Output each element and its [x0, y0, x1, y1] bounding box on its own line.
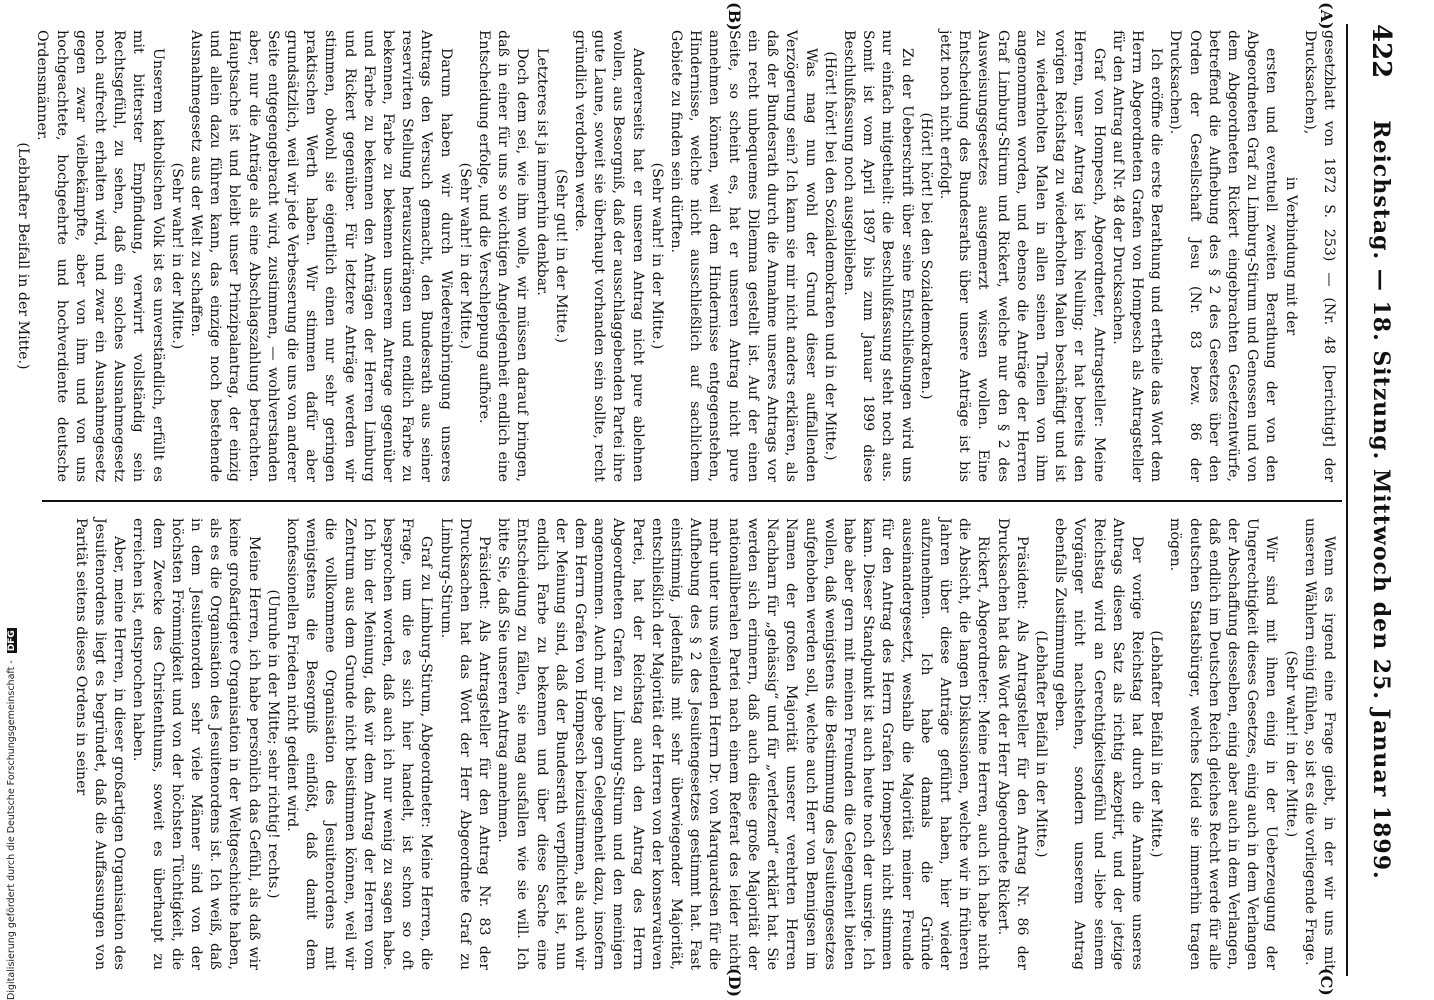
digitization-credit: [6, 628, 17, 1000]
page-number: 422: [1366, 24, 1396, 79]
paragraph: Wir sind mit ihnen einig in der Ueberzeugung der Ungerechtigkeit dieses Gesetzes, einig auch in dem Verlangen der Abschaffung desselben, einig aber auch in dem Verlangen, daß endlich im Deutschen Reich gleiches Recht werde für alle deutschen Staatsbürger, welches Kleid sie immerhin tragen mögen.: [1167, 518, 1280, 970]
paragraph: Zu der Ueberschrift über seine Entschließungen wird uns nur einfach mitgetheilt: die Beschlußfassung steht noch aus. Somit ist vom April 1897 bis zum Januar 1899 diese Beschlußfassung noch ausgeblieben.: [840, 30, 915, 482]
paragraph: Doch dem sei, wie ihm wolle, wir müssen darauf bringen, daß in einer für uns so wichtigen Angelegenheit endlich eine Entscheidung erfolge, und die Verschleppung aufhöre.: [476, 30, 531, 482]
margin-mark-b: (B): [725, 2, 744, 31]
credit-text: Digitalisierung gefördert durch die Deutsche Forschungsgemeinschaft -: [6, 660, 17, 1000]
interjection: (Sehr wahr! in der Mitte.): [648, 162, 665, 350]
paragraph: ersten und eventuell zweiten Berathung der von den Abgeordneten Graf zu Limburg-Stirum und Genossen und von dem Abgeordneten Rickert eingebrachten Gesetzentwürfe, betreffend die Aufhebung des § 2 des Gesetzes über den Orden der Gesellschaft Jesu (Nr. 83 bezw. 86 der Drucksachen).: [1167, 30, 1280, 482]
paragraph: Der vorige Reichstag hat durch die Annahme unseres Antrags diesen Satz als richtig akzeptirt, und der jetzige Reichstag wird an Gerechtigkeitsgefühl und -liebe seinem Vorgänger nicht nachstehen, sondern unserem Antrag ebenfalls Zustimmung geben.: [1052, 518, 1145, 970]
interjection: (Sehr wahr! in der Mitte.): [456, 162, 473, 350]
interjection: (Sehr wahr! in der Mitte.): [168, 162, 185, 350]
paragraph: Präsident: Als Antragsteller für den Antrag Nr. 83 der Drucksachen hat das Wort der Herr Abgeordnete Graf zu Limburg-Stirum.: [437, 518, 493, 970]
paragraph: Letzteres ist ja immerhin denkbar.: [533, 48, 550, 296]
header-rule: [1346, 24, 1348, 976]
paragraph: Andererseits hat er unseren Antrag nicht pure ablehnen wollen, aus Besorgniß, daß der ausschlaggebenden Partei ihre gute Laune, soweit sie überhaupt vorhanden sein sollte, recht gründlich verdorben werde.: [572, 30, 646, 482]
interjection: (Hört! hört! bei den Sozialdemokraten.): [917, 112, 934, 400]
paragraph: Was mag nun wohl der Grund dieser auffallenden Verzögerung sein? Ich kann sie mir nicht anders erklären, als daß der Bundesrath durch die Annahme unseres Antrags vor ein recht unbequemes Dilemma gestellt ist. Auf der einen Seite, so scheint es, hat er unseren Antrag nicht pure annehmen können, weil dem Hindernisse entgegenstehen, Hindernisse, welche nicht ausschließlich auf sachlichem Gebiete zu finden sein dürften.: [668, 30, 819, 482]
interjection: (Lebhafter Beifall in der Mitte.): [1148, 630, 1165, 858]
column-rule: [42, 500, 1342, 502]
interjection: (Sehr wahr! in der Mitte.): [1282, 650, 1299, 838]
interjection: (Sehr gut! in der Mitte.): [552, 168, 569, 344]
running-head: Reichstag. — 18. Sitzung. Mittwoch den 25. Januar 1899.: [1368, 120, 1394, 880]
interjection: (Lebhafter Beifall in der Mitte.): [15, 142, 32, 370]
paragraph: in Verbindung mit der: [1282, 176, 1299, 336]
paragraph: Unserem katholischen Volk ist es unverständlich, erfüllt es mit bitterster Empfindung, verwirrt vollständig sein Rechtsgefühl, zu sehen, daß ein solches Ausnahmegesetz noch aufrecht erhalten wird, und zwar ein Ausnahmegesetz gegen zwar vielbekämpfte, aber von ihm und von uns hochgeachtete, hochgeehrte und hochverdiente deutsche Ordensmänner.: [34, 30, 166, 482]
paragraph: Graf zu Limburg-Stirum, Abgeordneter: Meine Herren, die Frage, um die es sich hier handelt, ist schon so oft besprochen worden, daß auch ich nur wenig zu sagen habe. Ich bin der Meinung, daß wir dem Antrag der Herren vom Zentrum aus dem Grunde nicht beistimmen können, weil wir die vollkommene Organisation des Jesuitenordens mit wenigstens die Besorgniß einflößt, daß damit dem konfessionellen Frieden nicht gedient wird.: [284, 518, 435, 970]
paragraph: gesetzblatt von 1872 S. 253) — (Nr. 48 [berichtigt] der Drucksachen),: [1301, 30, 1337, 482]
paragraph: Wenn es irgend eine Frage giebt, in der wir uns mit unseren Wählern einig fühlen, so ist es die vorliegende Frage.: [1301, 518, 1337, 970]
left-column: [13, 30, 1338, 482]
paragraph: Aber, meine Herren, in dieser großartigen Organisation des Jesuitenordens liegt es begründet, daß die Auffassungen von Parität seitens dieses Ordens in seiner: [72, 518, 128, 970]
margin-mark-c: (C): [1317, 968, 1336, 996]
page-header: [1356, 24, 1396, 976]
interjection: (Lebhafter Beifall in der Mitte.): [1032, 630, 1049, 858]
dfg-logo: DFG: [7, 630, 17, 652]
paragraph: Präsident: Als Antragsteller für den Antrag Nr. 86 der Drucksachen hat das Wort der Herr Abgeordnete Rickert.: [994, 518, 1030, 970]
margin-mark-d: (D): [725, 968, 744, 998]
margin-mark-a: (A): [1317, 2, 1336, 30]
paragraph: Rickert, Abgeordneter: Meine Herren, auch ich habe nicht die Absicht, die langen Diskussionen, welche wir in früheren Jahren über diese Anträge geführt haben, hier wieder aufzunehmen. Ich habe damals die Gründe auseinandergesetzt, weshalb die Majorität meiner Freunde für den Antrag des Herrn Grafen Hompesch nicht stimmen kann. Dieser Standpunkt ist auch heute noch der unsrige. Ich habe aber gern mit meinen Freunden die Gelegenheit bieten wollen, daß wenigstens die Bestimmung des Jesuitengesetzes aufgehoben werden soll, welche auch Herr von Bennigsen im Namen der großen Majorität unserer verehrten Herren Nachbarn für „gehässig“ und für „verletzend“ erklärt hat. Sie werden sich erinnern, daß auch diese große Majorität der nationalliberalen Partei nach einem Referat des leider nicht mehr unter uns weilenden Herrn Dr. von Marquardsen für die Aufhebung des § 2 des Jesuitengesetzes gestimmt hat. Fast einstimmig, jedenfalls mit sehr überwiegender Majorität, entschließlich der Majorität der Herren von der konservativen Partei, hat der Reichstag auch den Antrag des Herrn Abgeordneten Grafen zu Limburg-Stirum und den meinigen angenommen. Auch mir gebe gern Gelegenheit dazu, insofern dem Herrn Grafen von Hompesch beizustimmen, als auch wir der Meinung sind, daß der Bundesrath verpflichtet ist, nun endlich Farbe zu bekennen und über diese Sache eine Entscheidung zu fällen, sie mag ausfallen wie sie will. Ich bitte Sie, daß Sie unseren Antrag annehmen.: [495, 518, 992, 970]
paragraph: Meine Herren, ich habe persönlich das Gefühl, als daß wir keine großartigere Organisation in der Weltgeschichte haben, als es die Organisation des Jesuitenordens ist. Ich weiß, daß in dem Jesuitenorden sehr viele Männer sind von der höchsten Frömmigkeit und von der höchsten Tüchtigkeit, die dem Zwecke des Christenthums, soweit es überhaupt zu erreichen ist, entsprochen haben.: [130, 518, 262, 970]
paragraph: Graf von Hompesch, Abgeordneter, Antragsteller: Meine Herren, unser Antrag ist kein Neuling; er hat bereits den vorigen Reichstag zu wiederholten Malen beschäftigt und ist zu wiederholten Malen in allen seinen Theilen von ihm angenommen worden, und ebenso die Anträge der Herren Graf Limburg-Stirum und Rickert, welche nur den § 2 des Ausweisungsgesetzes ausgemerzt wissen wollen. Eine Entscheidung des Bundesraths über unsere Anträge ist bis jetzt noch nicht erfolgt.: [936, 30, 1107, 482]
right-column: [71, 518, 1338, 970]
interjection: (Hört! hört! bei den Sozialdemokraten und in der Mitte.): [821, 51, 838, 461]
paragraph: Darum haben wir durch Wiedereinbringung unseres Antrags den Versuch gemacht, den Bundesrath aus seiner reservirten Stellung herauszudrängen und endlich Farbe zu bekennen, Farbe zu bekennen unserem Antrage gegenüber und Farbe zu bekennen den Anträgen der Herren Limburg und Rickert gegenüber. Für letztere Anträge werden wir stimmen, obwohl sie eigentlich einen nur sehr geringen praktischen Werth haben. Wir stimmen dafür aber grundsätzlich, weil wir jede Verbesserung die uns von anderer Seite entgegengebracht wird, zustimmen, — wohlverstanden aber, nur die Anträge als eine Abschlagszahlung betrachten. Hauptsache ist und bleibt unser Prinzipalantrag, der einzig und allein dazu führen kann, das einzige noch bestehende Ausnahmegesetz aus der Welt zu schaffen.: [188, 30, 454, 482]
paragraph: Ich eröffne die erste Berathung und ertheile das Wort dem Herrn Abgeordneten Grafen von Hompesch als Antragsteller für den Antrag auf Nr. 48 der Drucksachen.: [1109, 30, 1165, 482]
interjection: (Unruhe in der Mitte; sehr richtig! rechts.): [264, 589, 281, 899]
